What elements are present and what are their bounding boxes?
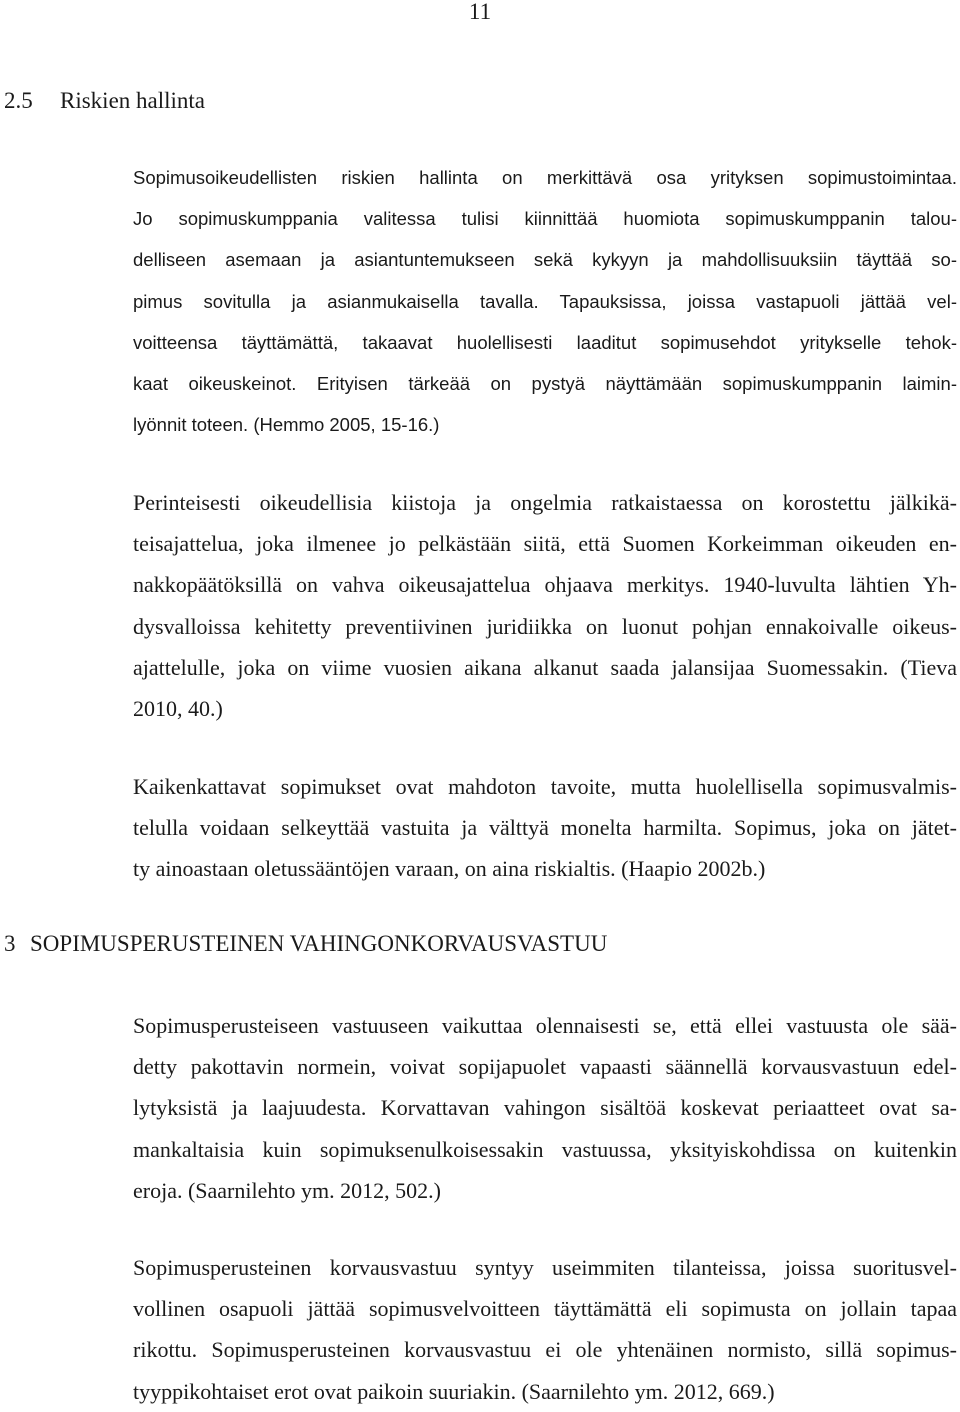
paragraph-line: detty pakottavin normein, voivat sopijapuolet vapaasti säännellä korvausvastuun edel- [133,1054,957,1080]
paragraph-line: kaat oikeuskeinot. Erityisen tärkeää on pystyä näyttämään sopimuskumppanin laimin- [133,373,957,395]
paragraph-line: Sopimusoikeudellisten riskien hallinta on merkittävä osa yrityksen sopimustoimintaa. [133,167,957,188]
page-number: 11 [468,0,492,24]
paragraph-line: rikottu. Sopimusperusteinen korvausvastuu ei ole yhtenäinen normisto, sillä sopimus- [133,1337,957,1363]
paragraph-line: Sopimusperusteinen korvausvastuu syntyy useimmiten tilanteissa, joissa suoritusvel- [133,1255,957,1280]
section-heading-2-5 [4,87,205,115]
paragraph-line: Perinteisesti oikeudellisia kiistoja ja ongelmia ratkaistaessa on korostettu jälkikä- [133,490,957,515]
paragraph-line: Kaikenkattavat sopimukset ovat mahdoton tavoite, mutta huolellisella sopimusvalmis- [133,774,957,799]
paragraph-line: dysvalloissa kehitetty preventiivinen juridiikka on luonut pohjan ennakoivalle oikeus- [133,613,957,639]
paragraph-line: telulla voidaan selkeyttää vastuita ja välttyä monelta harmilta. Sopimus, joka on jätet- [133,815,957,841]
paragraph-line: pimus sovitulla ja asianmukaisella tavalla. Tapauksissa, joissa vastapuoli jättää vel- [133,290,957,312]
paragraph-line: eroja. (Saarnilehto ym. 2012, 502.) [133,1177,441,1203]
paragraph-line: ty ainoastaan oletussääntöjen varaan, on aina riskialtis. (Haapio 2002b.) [133,856,766,882]
paragraph-line: mankaltaisia kuin sopimuksenulkoisessakin vastuussa, yksityiskohdissa on kuitenkin [133,1136,957,1162]
paragraph-line: lytyksistä ja laajuudesta. Korvattavan vahingon sisältöä koskevat periaatteet ovat sa- [133,1095,957,1121]
paragraph-risk-management-intro [133,157,957,445]
paragraph-line: 2010, 40.) [133,696,223,722]
section-heading-3 [4,930,607,958]
section-number: 3 [4,931,16,956]
paragraph-line: teisajattelua, joka ilmenee jo pelkästään siitä, että Suomen Korkeimman oikeuden en- [133,531,957,557]
paragraph-liability-arises [133,1247,957,1412]
paragraph-line: lyönnit toteen. (Hemmo 2005, 15-16.) [133,414,440,436]
paragraph-contractual-liability [133,1005,957,1211]
paragraph-line: Sopimusperusteiseen vastuuseen vaikuttaa olennaisesti se, että ellei vastuusta ole sää- [133,1013,957,1038]
section-title: SOPIMUSPERUSTEINEN VAHINGONKORVAUSVASTUU [30,931,608,956]
paragraph-comprehensive-contracts [133,766,957,890]
paragraph-line: nakkopäätöksillä on vahva oikeusajattelua ohjaava merkitys. 1940-luvulta lähtien Yh- [133,572,957,598]
paragraph-preventive-law [133,482,957,729]
paragraph-line: vollinen osapuoli jättää sopimusvelvoitteen täyttämättä eli sopimusta on jollain tapaa [133,1296,957,1322]
section-title: Riskien hallinta [60,88,206,113]
paragraph-line: delliseen asemaan ja asiantuntemukseen sekä kykyyn ja mahdollisuuksiin täyttää so- [133,249,957,271]
paragraph-line: Jo sopimuskumppania valitessa tulisi kiinnittää huomiota sopimuskumppanin talou- [133,208,957,230]
paragraph-line: tyyppikohtaiset erot ovat paikoin suuriakin. (Saarnilehto ym. 2012, 669.) [133,1378,775,1404]
section-number: 2.5 [4,88,33,113]
paragraph-line: voitteensa täyttämättä, takaavat huolellisesti laaditut sopimusehdot yritykselle tehok- [133,331,957,353]
paragraph-line: ajattelulle, joka on viime vuosien aikana alkanut saada jalansijaa Suomessakin. (Tieva [133,654,957,680]
